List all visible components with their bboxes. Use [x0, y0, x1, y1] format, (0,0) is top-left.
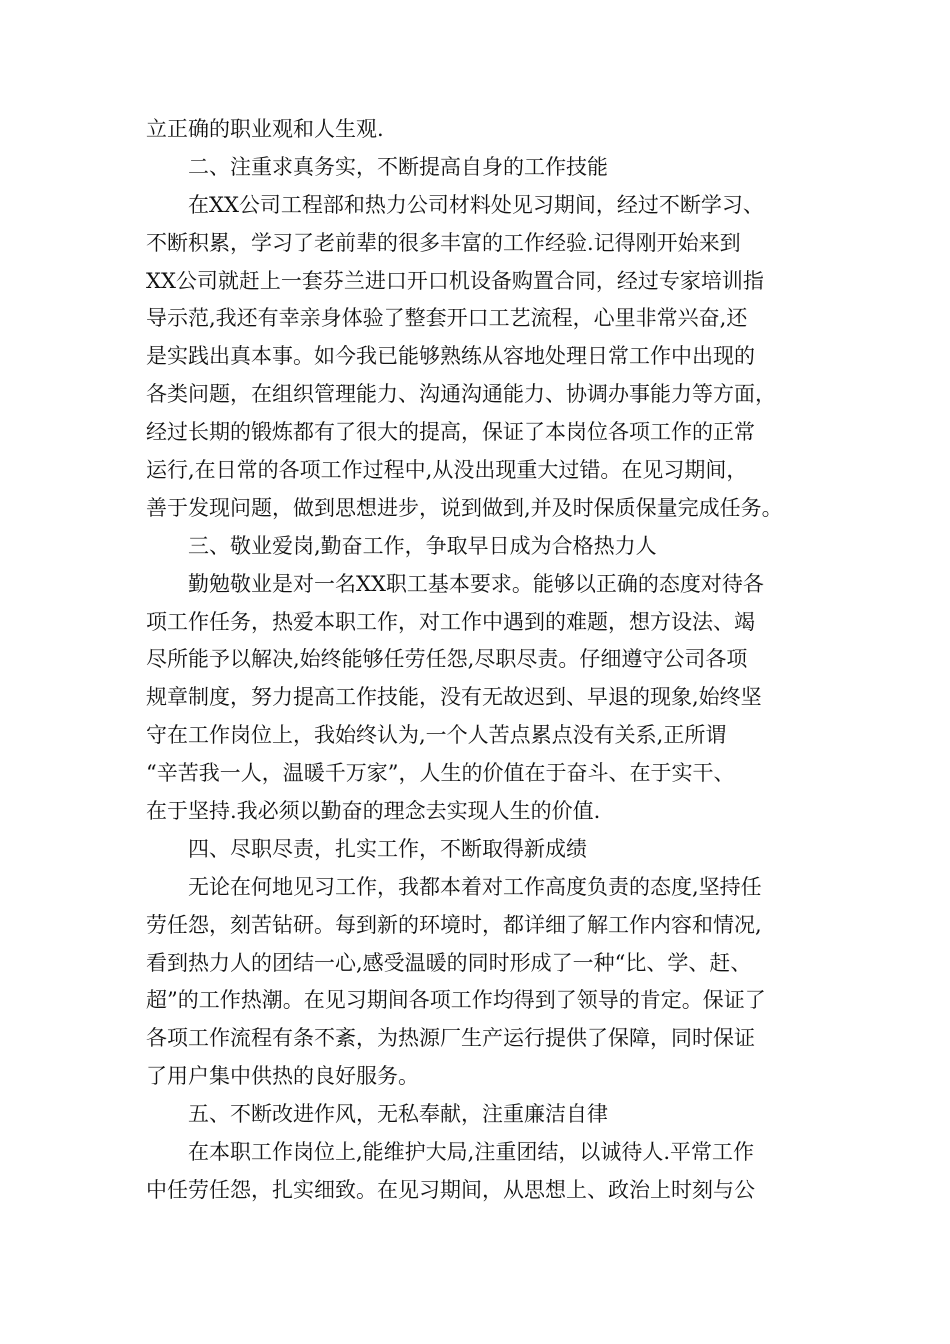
text-line: 守在工作岗位上，我始终认为,一个人苦点累点没有关系,正所谓 — [146, 723, 727, 748]
text-line: 四、尽职尽责，扎实工作，不断取得新成绩 — [188, 836, 587, 861]
text-line: 超”的工作热潮。在见习期间各项工作均得到了领导的肯定。保证了 — [146, 988, 766, 1013]
text-line: 看到热力人的团结一心,感受温暖的同时形成了一种“比、学、赶、 — [146, 950, 752, 975]
text-line: 二、注重求真务实，不断提高自身的工作技能 — [188, 154, 608, 179]
text-line: 劳任怨，刻苦钻研。每到新的环境时，都详细了解工作内容和情况, — [146, 912, 762, 937]
text-line: 在于坚持.我必须以勤奋的理念去实现人生的价值. — [146, 799, 601, 824]
text-line: 是实践出真本事。如今我已能够熟练从容地处理日常工作中出现的 — [146, 344, 755, 369]
text-line: 了用户集中供热的良好服务。 — [146, 1064, 419, 1089]
text-line: 不断积累，学习了老前辈的很多丰富的工作经验.记得刚开始来到 — [146, 230, 741, 255]
text-line: 在XX公司工程部和热力公司材料处见习期间，经过不断学习、 — [188, 192, 764, 217]
text-line: 导示范,我还有幸亲身体验了整套开口工艺流程，心里非常兴奋,还 — [146, 306, 748, 331]
text-line: 规章制度，努力提高工作技能，没有无故迟到、早退的现象,始终坚 — [146, 685, 762, 710]
text-line: 善于发现问题，做到思想进步，说到做到,并及时保质保量完成任务。 — [146, 495, 783, 520]
text-line: 三、敬业爱岗,勤奋工作，争取早日成为合格热力人 — [188, 533, 657, 558]
text-line: 中任劳任怨，扎实细致。在见习期间，从思想上、政治上时刻与公 — [146, 1177, 755, 1202]
text-line: 无论在何地见习工作，我都本着对工作高度负责的态度,坚持任 — [188, 874, 762, 899]
text-line: 尽所能予以解决,始终能够任劳任怨,尽职尽责。仔细遵守公司各项 — [146, 647, 748, 672]
text-line: 项工作任务，热爱本职工作，对工作中遇到的难题，想方设法、竭 — [146, 609, 755, 634]
text-line: 各类问题，在组织管理能力、沟通沟通能力、协调办事能力等方面， — [146, 382, 776, 407]
document-body — [146, 111, 826, 1210]
text-line: 经过长期的锻炼都有了很大的提高，保证了本岗位各项工作的正常 — [146, 420, 755, 445]
text-line: XX公司就赶上一套芬兰进口开口机设备购置合同，经过专家培训指 — [146, 268, 764, 293]
text-line: “辛苦我一人，温暖千万家”，人生的价值在于奋斗、在于实干、 — [146, 761, 735, 786]
text-line: 勤勉敬业是对一名XX职工基本要求。能够以正确的态度对待各 — [188, 571, 764, 596]
text-line: 各项工作流程有条不紊，为热源厂生产运行提供了保障，同时保证 — [146, 1026, 755, 1051]
text-line: 五、不断改进作风，无私奉献，注重廉洁自律 — [188, 1102, 608, 1127]
text-line: 在本职工作岗位上,能维护大局,注重团结，以诚待人.平常工作 — [188, 1140, 755, 1165]
text-line: 立正确的职业观和人生观. — [146, 117, 384, 141]
text-line: 运行,在日常的各项工作过程中,从没出现重大过错。在见习期间， — [146, 458, 748, 483]
